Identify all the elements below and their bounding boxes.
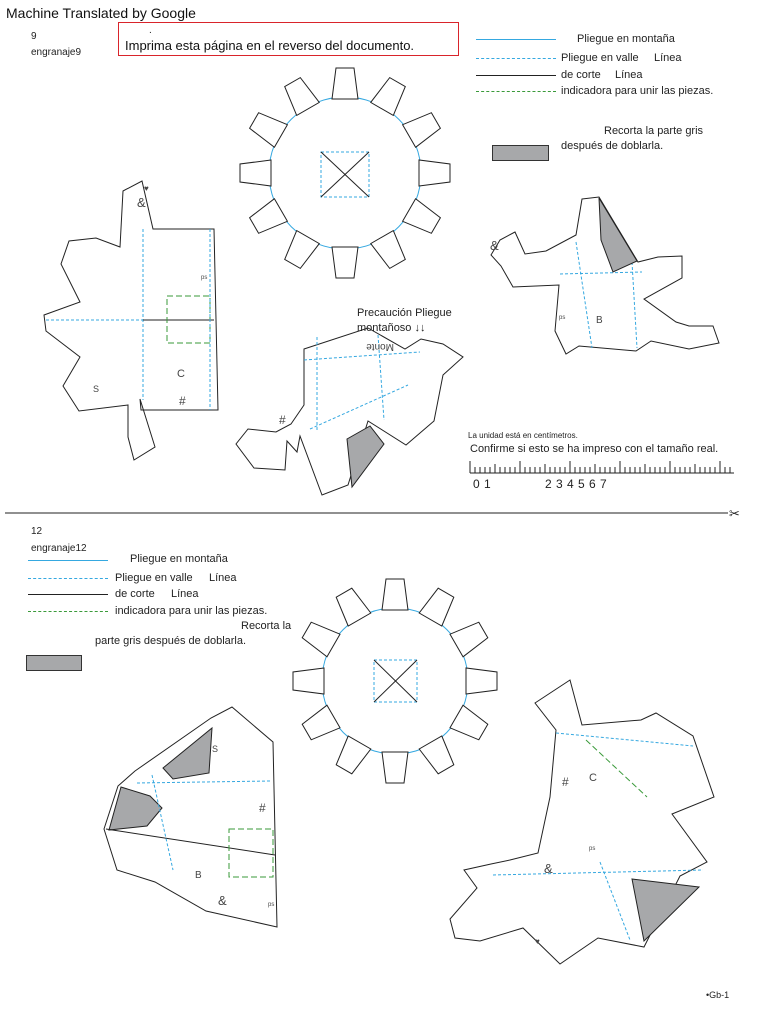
legend-cut-suffix: Línea xyxy=(171,588,199,600)
footer-page-code: •Gb-1 xyxy=(706,990,730,1000)
legend-mountain-label: Pliegue en montaña xyxy=(577,33,675,45)
mark-amp-bottom-left: & xyxy=(218,893,227,908)
mark-c-bottom-right: C xyxy=(589,772,597,784)
mark-hash-bottom-left: # xyxy=(259,801,266,815)
gear-tooth xyxy=(293,668,324,694)
ruler-label-0-1: 0 1 xyxy=(473,477,492,491)
piece-top-right-b xyxy=(491,197,719,354)
legend-mountain-label: Pliegue en montaña xyxy=(130,553,228,565)
mark-b-top-right: B xyxy=(596,315,603,326)
mark-heart-2: ♥ xyxy=(535,937,540,946)
part-id-bottom: engranaje12 xyxy=(31,543,87,554)
mark-ps-2: ps xyxy=(559,315,566,321)
legend-indicator-label: indicadora para unir las piezas. xyxy=(561,85,714,97)
mark-hash-top-center: # xyxy=(279,413,286,427)
unit-note: La unidad está en centímetros. xyxy=(468,431,578,440)
legend-valley-suffix: Línea xyxy=(654,52,682,64)
legend-cut-label: de corte xyxy=(561,69,601,81)
mark-ps-1: ps xyxy=(201,275,208,281)
legend-valley-label: Pliegue en valle xyxy=(561,52,639,64)
gear-tooth xyxy=(382,579,408,610)
gear-tooth xyxy=(332,68,358,99)
gear-tooth xyxy=(382,752,408,783)
legend-indicator-label: indicadora para unir las piezas. xyxy=(115,605,268,617)
legend-cut-label: de corte xyxy=(115,588,155,600)
gray-note-line1-top: Recorta la parte gris xyxy=(604,125,704,137)
mark-amp-top-left: & xyxy=(137,195,146,210)
part-id-top: engranaje9 xyxy=(31,47,82,58)
confirm-size-note: Confirme si esto se ha impreso con el tamaño real. xyxy=(470,443,719,455)
page-number-top: 9 xyxy=(31,31,37,42)
ruler xyxy=(470,461,734,473)
gear-tooth xyxy=(466,668,497,694)
monte-label: Monte xyxy=(366,341,394,352)
gear-bottom xyxy=(293,579,497,783)
caution-line1: Precaución Pliegue xyxy=(357,307,452,319)
mark-amp-top-right: & xyxy=(490,238,499,253)
ruler-ticks xyxy=(470,461,730,473)
mark-s-bottom-left: S xyxy=(212,744,219,754)
gray-note-line2-bottom: parte gris después de doblarla. xyxy=(95,635,247,647)
legend-cut-suffix: Línea xyxy=(615,69,643,81)
notice-text: Imprima esta página en el reverso del documento. xyxy=(125,38,415,53)
gear-tooth xyxy=(419,160,450,186)
gear-tooth xyxy=(240,160,271,186)
piece-top-center xyxy=(236,328,463,495)
mark-hash-top-left: # xyxy=(179,394,186,408)
mark-s-top-left: S xyxy=(93,384,100,394)
ruler-label-2-7: 2 3 4 5 6 7 xyxy=(545,477,608,491)
mark-heart-1: ♥ xyxy=(144,184,149,193)
mark-c-top-left: C xyxy=(177,368,185,380)
gear-top-hub xyxy=(269,97,421,249)
piece-bottom-right-c xyxy=(450,680,714,964)
gray-note-line1-bottom: Recorta la xyxy=(241,620,292,632)
page-number-bottom: 12 xyxy=(31,526,43,537)
document-header-title: Machine Translated by Google xyxy=(6,5,196,21)
mark-b-bottom-left: B xyxy=(195,870,202,881)
mark-hash-bottom-right: # xyxy=(562,775,569,789)
caution-line2: montañoso ↓↓ xyxy=(357,322,426,334)
mark-ps-3: ps xyxy=(268,902,275,908)
gear-top xyxy=(240,68,450,278)
piece-top-left-c xyxy=(44,181,218,460)
legend-valley-suffix: Línea xyxy=(209,572,237,584)
scissors-icon: ✂ xyxy=(729,506,740,521)
mark-amp-bottom-right: & xyxy=(544,861,553,876)
notice-dot: . xyxy=(149,25,152,36)
mark-ps-4: ps xyxy=(589,846,596,852)
piece-bottom-left xyxy=(104,707,277,927)
legend-valley-label: Pliegue en valle xyxy=(115,572,193,584)
gear-tooth xyxy=(332,247,358,278)
gray-note-line2-top: después de doblarla. xyxy=(561,140,664,152)
